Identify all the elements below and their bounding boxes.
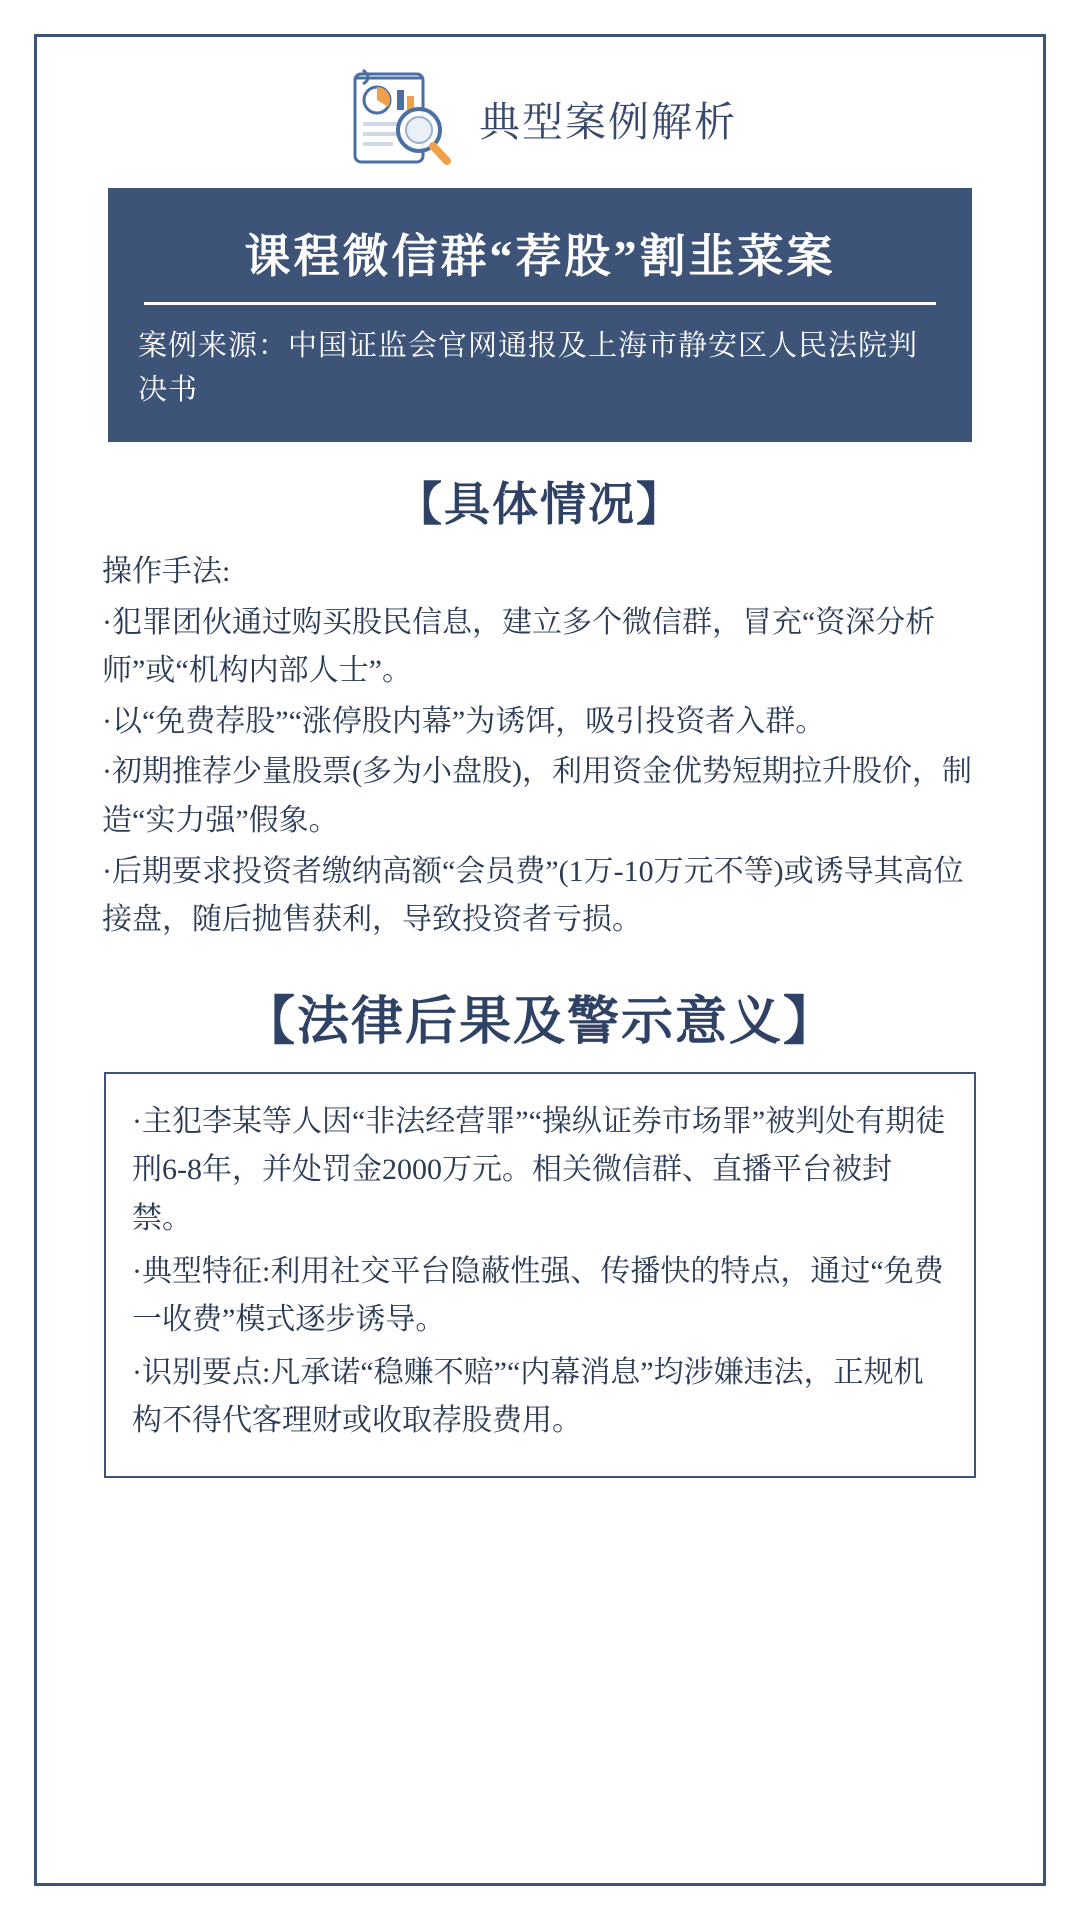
consequences-item-1: ·主犯李某等人因“非法经营罪”“操纵证券市场罪”被判处有期徒刑6-8年，并处罚金2000万元。相关微信群、直播平台被封禁。 <box>132 1104 946 1235</box>
consequences-item-3: ·识别要点:凡承诺“稳赚不赔”“内幕消息”均涉嫌违法，正规机构不得代客理财或收取荐股费用。 <box>132 1355 924 1438</box>
consequences-item-2: ·典型特征:利用社交平台隐蔽性强、传播快的特点，通过“免费一收费”模式逐步诱导。 <box>132 1254 944 1337</box>
case-title: 课程微信群“荐股”割韭菜案 <box>244 231 836 282</box>
details-lead: 操作手法: <box>102 555 231 588</box>
details-item-2: ·以“免费荐股”“涨停股内幕”为诱饵，吸引投资者入群。 <box>102 704 826 738</box>
banner-divider <box>144 302 936 305</box>
details-item-4: ·后期要求投资者缴纳高额“会员费”(1万-10万元不等)或诱导其高位接盘，随后抛售获利，导致投资者亏损。 <box>102 854 964 937</box>
document-magnifier-icon <box>343 66 453 170</box>
details-item-1: ·犯罪团伙通过购买股民信息，建立多个微信群，冒充“资深分析师”或“机构内部人士”。 <box>102 605 936 688</box>
section-heading-details: 【具体情况】 <box>396 479 684 530</box>
section-heading-consequences: 【法律后果及警示意义】 <box>242 993 837 1051</box>
details-item-3: ·初期推荐少量股票(多为小盘股)，利用资金优势短期拉升股价，制造“实力强”假象。 <box>102 755 972 837</box>
details-body <box>96 548 984 945</box>
header <box>96 34 984 178</box>
consequences-box <box>104 1072 976 1478</box>
page-title: 典型案例解析 <box>479 98 737 145</box>
poster-content <box>34 34 1046 1886</box>
case-source: 案例来源：中国证监会官网通报及上海市静安区人民法院判决书 <box>138 330 919 406</box>
case-banner <box>108 188 972 442</box>
